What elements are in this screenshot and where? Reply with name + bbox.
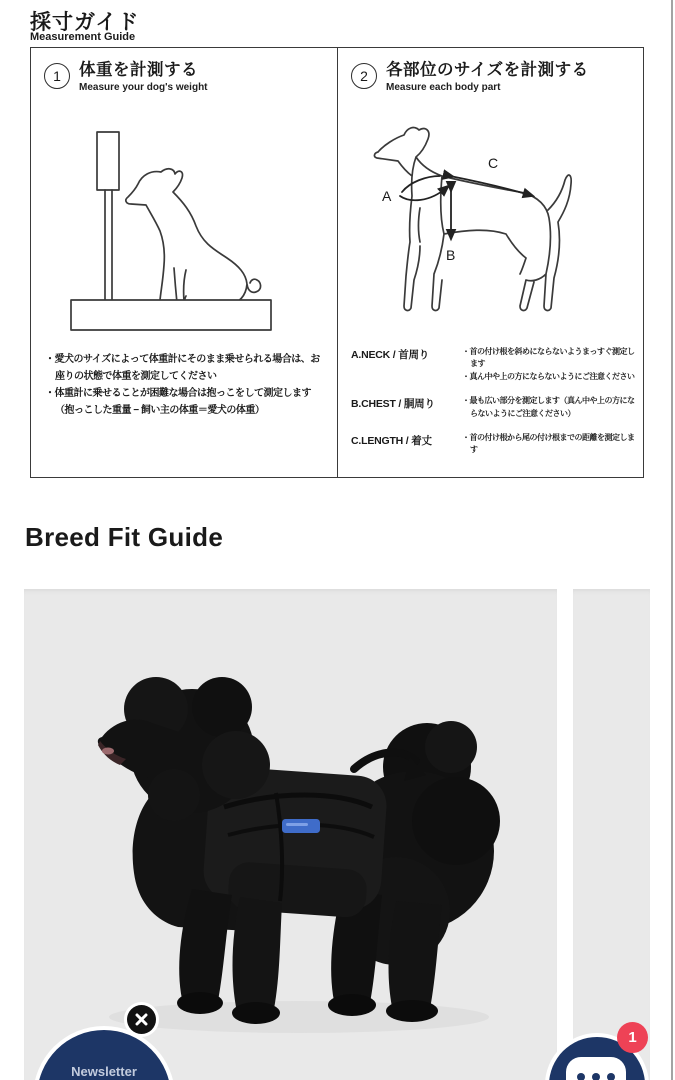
breed-photo-card[interactable] <box>24 589 557 1080</box>
step-2-number-badge: 2 <box>351 63 377 89</box>
weight-note: ・体重計に乗せることが困難な場合は抱っこをして測定します <box>45 388 311 399</box>
measurement-label: B.CHEST / 胴周り <box>351 398 435 411</box>
measurement-note: ・最も広い部分を測定します（真ん中や上の方にならないようにご注意ください） <box>462 396 635 418</box>
window-edge <box>671 0 673 1080</box>
weight-note: ・愛犬のサイズによって体重計にそのまま乗せられる場合は、お座りの状態で体重を測定してください <box>45 354 320 382</box>
diagram-label-c: C <box>488 155 499 171</box>
step-1-subtitle: Measure your dog's weight <box>79 81 208 93</box>
chat-bubble-icon <box>566 1057 626 1080</box>
step-1-header <box>44 61 208 93</box>
step-2-header <box>351 61 589 93</box>
page-subtitle: Measurement Guide <box>30 31 136 43</box>
page-title: 採寸ガイド <box>30 11 140 34</box>
newsletter-label: Newsletter <box>71 1064 137 1079</box>
chat-unread-badge[interactable]: 1 <box>617 1022 648 1053</box>
measurement-note: ・真ん中や上の方にならないようにご注意ください <box>462 371 635 381</box>
measurement-label: A.NECK / 首周り <box>351 349 430 361</box>
measurement-guide-box <box>30 47 644 478</box>
measurement-label: C.LENGTH / 着丈 <box>351 434 432 447</box>
dog-measurement-diagram <box>354 108 634 338</box>
step-1-title: 体重を計測する <box>79 61 198 79</box>
step-1-panel <box>31 48 337 477</box>
measurement-row-length <box>351 432 637 457</box>
diagram-label-b: B <box>446 247 456 263</box>
weight-measure-notes <box>45 351 329 419</box>
measurement-note: ・首の付け根から尾の付け根までの距離を測定します <box>462 432 635 455</box>
measurement-row-neck <box>351 346 637 383</box>
close-button[interactable] <box>127 1005 156 1034</box>
measurement-rows <box>351 346 637 469</box>
measurement-note: ・首の付け根を斜めにならないようまっすぐ測定します <box>462 347 635 369</box>
breed-fit-heading: Breed Fit Guide <box>25 522 224 552</box>
step-2-title: 各部位のサイズを計測する <box>386 61 589 79</box>
close-icon <box>135 1013 148 1026</box>
step-1-number-badge: 1 <box>44 63 70 89</box>
step-2-panel <box>337 48 643 477</box>
poodle-photo <box>24 589 557 1080</box>
next-card-peek[interactable] <box>573 589 650 1080</box>
measurement-row-chest <box>351 395 637 420</box>
weight-note: （抱っこした重量 − 飼い主の体重＝愛犬の体重） <box>55 405 265 416</box>
diagram-label-a: A <box>382 188 392 204</box>
step-2-subtitle: Measure each body part <box>386 81 501 93</box>
dog-on-scale-illustration <box>43 110 323 342</box>
